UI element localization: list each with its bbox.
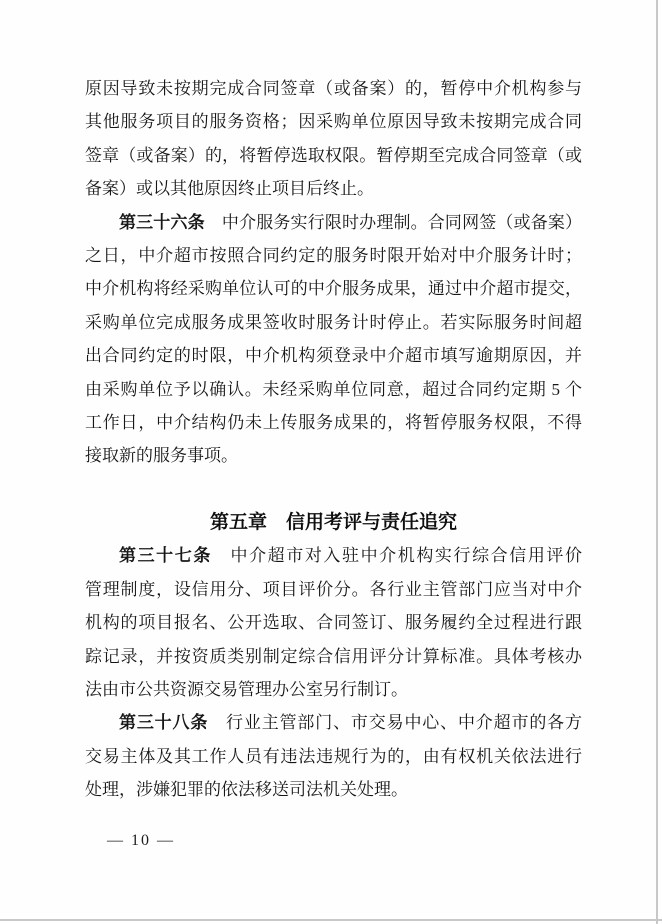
scan-edge-bottom xyxy=(0,919,662,921)
text-line: 备案）或以其他原因终止项目后终止。 xyxy=(85,179,374,199)
text-line: 踪记录，并按资质类别制定综合信用评分计算标准。具体考核办 xyxy=(85,646,582,666)
text-line: 之日，中介超市按照合同约定的服务时限开始对中介服务计时； xyxy=(85,246,582,266)
paragraph-article-38 xyxy=(85,706,582,806)
article-38-term: 第三十八条 xyxy=(119,713,209,733)
text-line: 工作日，中介结构仍未上传服务成果的，将暂停服务权限，不得 xyxy=(85,413,582,433)
scan-edge-right xyxy=(656,0,658,924)
text-line: 中介机构将经采购单位认可的中介服务成果，通过中介超市提交， xyxy=(85,279,582,299)
text-line: 处理，涉嫌犯罪的依法移送司法机关处理。 xyxy=(85,780,408,800)
text-line: 机构的项目报名、公开选取、合同签订、服务履约全过程进行跟 xyxy=(85,613,582,633)
text-line: 由采购单位予以确认。未经采购单位同意，超过合同约定期 5 个 xyxy=(85,379,582,399)
paragraph-article-37 xyxy=(85,539,582,706)
text-line xyxy=(85,539,582,572)
text-line xyxy=(85,706,582,739)
text-line: 其他服务项目的服务资格；因采购单位原因导致未按期完成合同 xyxy=(85,112,582,132)
text-line: 法由市公共资源交易管理办公室另行制订。 xyxy=(85,679,408,699)
text-line: 原因导致未按期完成合同签章（或备案）的，暂停中介机构参与 xyxy=(85,79,582,98)
page-number: — 10 — xyxy=(107,831,175,849)
article-38-line1-text: 行业主管部门、市交易中心、中介超市的各方 xyxy=(208,713,583,733)
paragraph-overflow xyxy=(85,72,582,206)
article-37-term: 第三十七条 xyxy=(119,546,212,566)
article-36-term: 第三十六条 xyxy=(119,212,205,232)
text-line xyxy=(85,206,582,239)
text-line: 接取新的服务事项。 xyxy=(85,446,238,466)
text-line: 出合同约定的时限，中介机构须登录中介超市填写逾期原因，并 xyxy=(85,346,582,366)
chapter-heading: 第五章 信用考评与责任追究 xyxy=(209,511,457,533)
text-line: 管理制度，设信用分、项目评价分。各行业主管部门应当对中介 xyxy=(85,579,582,599)
article-36-line1-text: 中介服务实行限时办理制。合同网签（或备案） xyxy=(204,212,583,232)
article-37-line1-text: 中介超市对入驻中介机构实行综合信用评价 xyxy=(211,546,583,566)
text-line: 签章（或备案）的，将暂停选取权限。暂停期至完成合同签章（或 xyxy=(85,145,582,165)
paragraph-article-36 xyxy=(85,206,582,473)
text-line: 采购单位完成服务成果签收时服务计时停止。若实际服务时间超 xyxy=(85,312,582,332)
text-line: 交易主体及其工作人员有违法违规行为的，由有权机关依法进行 xyxy=(85,746,582,766)
document-text-block xyxy=(85,72,582,857)
